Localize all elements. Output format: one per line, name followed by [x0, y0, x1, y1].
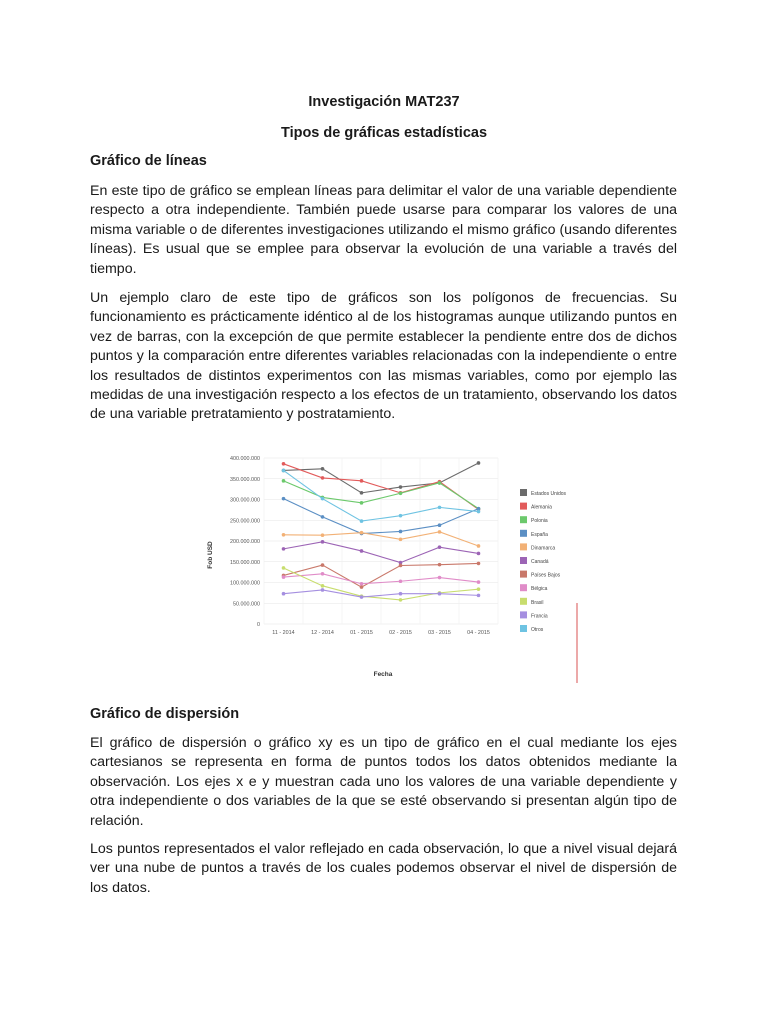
y-tick-label: 350.000.000 [230, 476, 260, 483]
data-point [477, 552, 481, 556]
data-point [477, 461, 481, 465]
y-tick-label: 100.000.000 [230, 580, 260, 587]
paragraph-lineas-2: Un ejemplo claro de este tipo de gráficos son los polígonos de frecuencias. Su funcionamiento es prácticamente idéntico al de los histogramas aunque utilizando puntos en vez de barras, con la excepción de que permite establecer la pendiente entre dos de dichos puntos y la comparación entre diferentes variables relacionadas con la independiente o entre los resultados de distintos experimentos con las mismas variables, como por ejemplo las medidas de una investigación respecto a los efectos de un tratamiento, observando los datos de una variable pretratamiento y postratamiento. [90, 290, 677, 423]
legend-item [520, 557, 549, 565]
legend-label: Bélgica [531, 586, 548, 593]
legend-item [520, 611, 548, 619]
data-point [321, 563, 325, 567]
document-subtitle: Tipos de gráficas estadísticas [280, 125, 488, 141]
legend-swatch [520, 489, 527, 496]
x-tick-label: 01 - 2015 [350, 630, 373, 636]
legend-label: Estados Unidos [531, 491, 567, 497]
data-point [438, 506, 442, 510]
data-point [282, 479, 286, 483]
data-point [399, 491, 403, 495]
paragraph-dispersion-1: El gráfico de dispersión o gráfico xy es un tipo de gráfico en el cual mediante los ejes cartesianos se representa en forma de puntos todos los datos obtenidos mediante la observación. Los ejes x e y muestran cada uno los valores de una variable dependiente y otra independiente o dos variables de la que se esté observando si presentan algún tipo de relación. [90, 735, 677, 829]
section-heading-lineas: Gráfico de líneas [90, 153, 207, 169]
paragraph-lineas-1: En este tipo de gráfico se emplean líneas para delimitar el valor de una variable dependiente respecto a otra independiente. También puede usarse para comparar los valores de una misma variable o de diferentes investigaciones utilizando el mismo gráfico (usando diferentes líneas). Es usual que se emplee para observar la evolución de una variable a través del tiempo. [90, 183, 677, 277]
legend-item [520, 584, 548, 592]
data-point [477, 562, 481, 566]
legend-label: Francia [531, 613, 548, 620]
data-point [282, 592, 286, 596]
x-axis-label: Fecha [373, 671, 393, 678]
data-point [321, 588, 325, 592]
data-point [360, 582, 364, 586]
data-point [477, 587, 481, 591]
data-point [360, 531, 364, 535]
legend-label: España [531, 531, 548, 538]
x-tick-label: 04 - 2015 [467, 630, 490, 636]
data-point [438, 481, 442, 485]
y-tick-label: 250.000.000 [230, 518, 260, 525]
data-point [360, 479, 364, 483]
data-point [399, 485, 403, 489]
data-point [282, 566, 286, 570]
data-point [477, 544, 481, 548]
legend-swatch [520, 543, 527, 550]
legend-item [520, 530, 548, 538]
data-point [321, 533, 325, 537]
data-point [438, 592, 442, 596]
legend-item [520, 571, 561, 579]
y-tick-label: 150.000.000 [230, 559, 260, 566]
data-point [438, 523, 442, 527]
legend-swatch [520, 503, 527, 510]
data-point [282, 575, 286, 579]
data-point [477, 594, 481, 598]
y-tick-label: 0 [257, 622, 260, 628]
data-point [399, 538, 403, 542]
data-point [321, 584, 325, 588]
legend-swatch [520, 584, 527, 591]
data-point [438, 563, 442, 567]
data-point [360, 585, 364, 589]
legend-label: Canadá [531, 559, 549, 565]
y-tick-label: 400.000.000 [230, 456, 260, 462]
data-point [282, 469, 286, 473]
paragraph-dispersion-2: Los puntos representados el valor reflejado en cada observación, lo que a nivel visual dejará ver una nube de puntos a través de los cuales podemos observar el nivel de dispersión de los datos. [90, 841, 677, 896]
data-point [399, 579, 403, 583]
legend-label: Otros [531, 627, 544, 633]
legend-item [520, 489, 567, 497]
legend-swatch [520, 571, 527, 578]
data-point [321, 476, 325, 480]
data-point [321, 467, 325, 471]
legend-swatch [520, 625, 527, 632]
data-point [321, 515, 325, 519]
data-point [399, 592, 403, 596]
y-axis-label: Fob USD [207, 541, 214, 569]
y-axis-ticks [230, 456, 260, 628]
y-tick-label: 200.000.000 [230, 539, 260, 545]
data-point [321, 540, 325, 544]
legend-label: Polonia [531, 518, 548, 525]
data-point [321, 497, 325, 501]
legend-swatch [520, 598, 527, 605]
legend-label: Países Bajos [531, 572, 561, 579]
document-title: Investigación MAT237 [308, 94, 460, 110]
data-point [360, 519, 364, 523]
legend-item [520, 598, 544, 606]
data-point [321, 572, 325, 576]
data-point [477, 510, 481, 514]
x-tick-label: 02 - 2015 [389, 630, 412, 636]
data-point [399, 564, 403, 568]
legend-label: Alemania [531, 504, 552, 511]
section-heading-dispersion: Gráfico de dispersión [90, 706, 240, 722]
legend-item [520, 516, 548, 524]
legend-label: Brasil [531, 599, 544, 606]
data-point [438, 576, 442, 580]
data-point [282, 497, 286, 501]
x-tick-label: 11 - 2014 [272, 630, 295, 636]
legend-swatch [520, 557, 527, 564]
legend-item [520, 543, 555, 551]
data-point [438, 545, 442, 549]
data-point [360, 595, 364, 599]
data-point [360, 549, 364, 553]
x-tick-label: 12 - 2014 [311, 630, 334, 636]
data-point [282, 462, 286, 466]
line-chart-svg [204, 443, 580, 685]
data-point [399, 530, 403, 534]
legend-swatch [520, 516, 527, 523]
y-tick-label: 300.000.000 [230, 497, 260, 504]
data-point [399, 514, 403, 518]
x-tick-label: 03 - 2015 [428, 630, 451, 636]
y-tick-label: 50.000.000 [233, 601, 260, 608]
legend-label: Dinamarca [531, 545, 556, 552]
data-point [360, 501, 364, 505]
data-point [282, 533, 286, 537]
legend-swatch [520, 611, 527, 618]
data-point [438, 530, 442, 534]
line-chart [204, 443, 580, 685]
data-point [477, 580, 481, 584]
legend-item [520, 503, 552, 511]
data-point [360, 491, 364, 495]
legend-item [520, 625, 544, 633]
data-point [282, 547, 286, 551]
legend-swatch [520, 530, 527, 537]
data-point [399, 598, 403, 602]
